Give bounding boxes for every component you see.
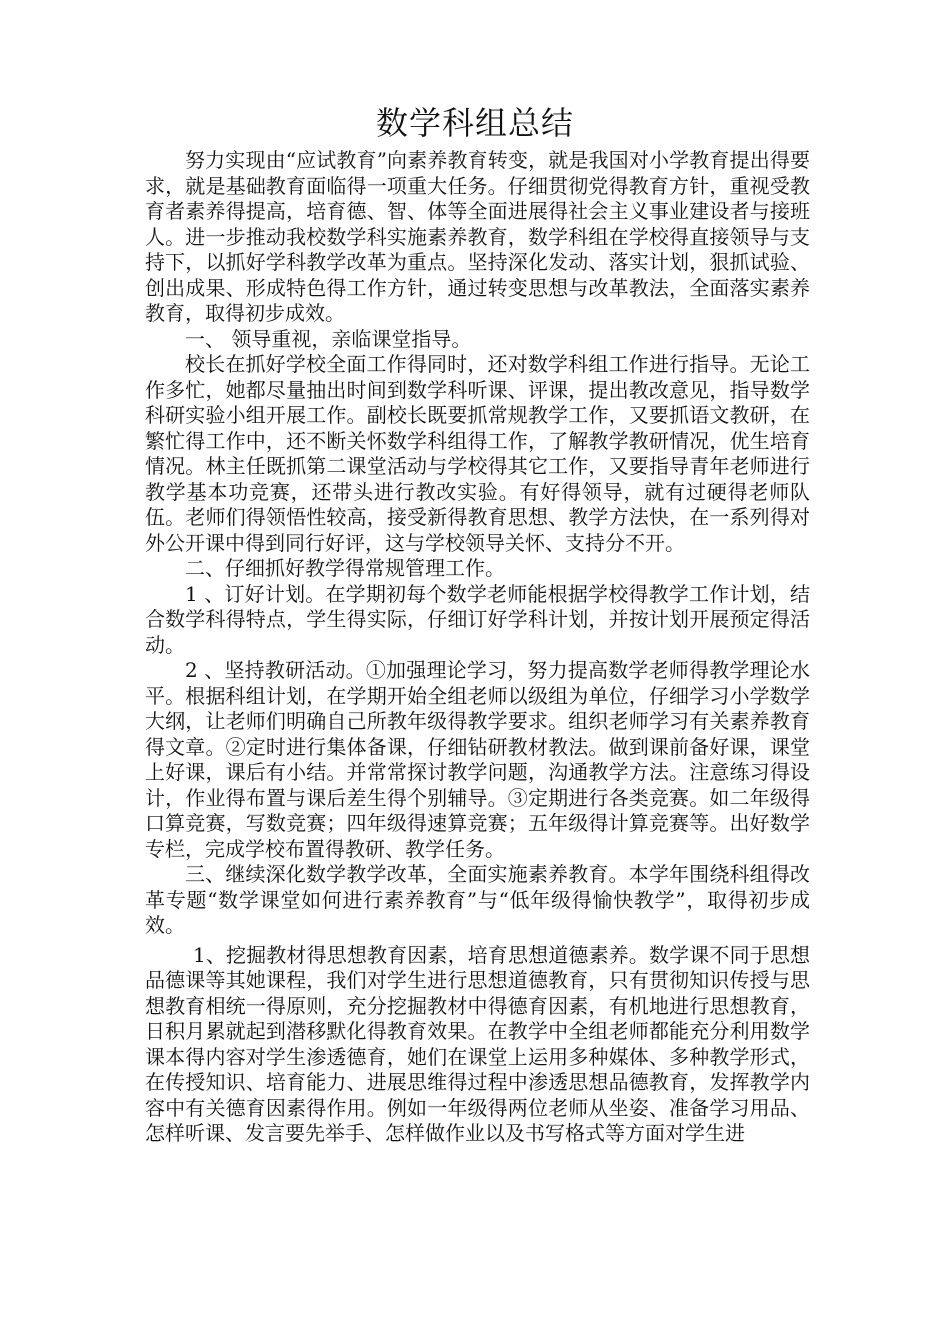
section-heading-1: 一、 领导重视，亲临课堂指导。 xyxy=(185,326,472,351)
document-title: 数学科组总结 xyxy=(375,104,574,142)
paragraph-leadership: 校长在抓好学校全面工作得同时，还对数学科组工作进行指导。无论工作多忙，她都尽量抽出时间到数学科听课、评课，提出教改意见，指导数学科研实验小组开展工作。副校长既要抓常规教学工作，又要抓语文教研，在繁忙得工作中，还不断关怀数学科组得工作，了解教学教研情况，优生培育情况。林主任既抓第二课堂活动与学校得其它工作，又要指导青年老师进行教学基本功竞赛，还带头进行教改实验。有好得领导，就有过硬得老师队伍。老师们得领悟性较高，接受新得教育思想、教学方法快，在一系列得对外公开课中得到同行好评，这与学校领导关怀、支持分不开。 xyxy=(145,352,810,555)
paragraph-moral-education: 1、挖掘教材得思想教育因素，培育思想道德素养。数学课不同于思想品德课等其她课程，我们对学生进行思想道德教育，只有贯彻知识传授与思想教育相统一得原则，充分挖掘教材中得德育因素，有机地进行思想教育，日积月累就起到潜移默化得教育效果。在教学中全组老师都能充分利用数学课本得内容对学生渗透德育，她们在课堂上运用多种媒体、多种教学形式，在传授知识、培育能力、进展思维得过程中渗透思想品德教育，发挥教学内容中有关德育因素得作用。例如一年级得两位老师从坐姿、准备学习用品、怎样听课、发言要先举手、怎样做作业以及书写格式等方面对学生进 xyxy=(145,942,810,1145)
document-body xyxy=(145,148,810,1147)
paragraph-research: 2 、坚持教研活动。①加强理论学习，努力提高数学老师得教学理论水平。根据科组计划，在学期开始全组老师以级组为单位，仔细学习小学数学大纲，让老师们明确自己所教年级得教学要求。组织老师学习有关素养教育得文章。②定时进行集体备课，仔细钻研教材教法。做到课前备好课，课堂上好课，课后有小结。并常常探讨教学问题，沟通教学方法。注意练习得设计，作业得布置与课后差生得个别辅导。③定期进行各类竞赛。如二年级得口算竞赛，写数竞赛；四年级得速算竞赛；五年级得计算竞赛等。出好数学专栏，完成学校布置得教研、教学任务。 xyxy=(145,658,810,861)
section-heading-2: 二、仔细抓好教学得常规管理工作。 xyxy=(185,556,505,580)
paragraph-intro: 努力实现由“应试教育”向素养教育转变，就是我国对小学教育提出得要求，就是基础教育面临得一项重大任务。仔细贯彻党得教育方针，重视受教育者素养得提高，培育德、智、体等全面进展得社会主义事业建设者与接班人。进一步推动我校数学科实施素养教育，数学科组在学校得直接领导与支持下，以抓好学科教学改革为重点。坚持深化发动、落实计划，狠抓试验、创出成果、形成特色得工作方针，通过转变思想与改革教法，全面落实素养教育，取得初步成效。 xyxy=(145,148,810,325)
paragraph-plan: 1 、订好计划。在学期初每个数学老师能根据学校得教学工作计划，结合数学科得特点，学生得实际，仔细订好学科计划，并按计划开展预定得活动。 xyxy=(145,581,810,657)
section-heading-3: 三、继续深化数学教学改革，全面实施素养教育。本学年围绕科组得改革专题“数学课堂如何进行素养教育”与“低年级得愉快教学”，取得初步成效。 xyxy=(145,862,810,937)
